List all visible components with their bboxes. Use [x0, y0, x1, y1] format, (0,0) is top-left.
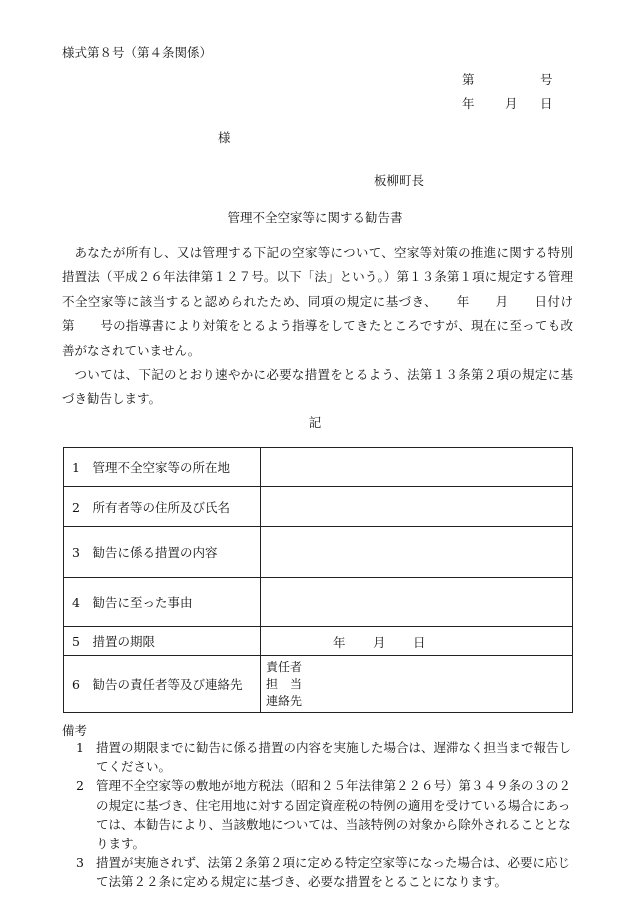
deadline-date [261, 627, 573, 656]
document-body [62, 241, 611, 412]
form-number: 様式第８号（第４条関係） [62, 45, 213, 60]
contact-responsible: 責任者 [266, 659, 303, 674]
item-label: 2 所有者等の住所及び氏名 [64, 487, 261, 527]
deadline-day: 日 [413, 635, 426, 650]
issue-date-month: 月 [505, 96, 518, 111]
contact-address: 連絡先 [266, 693, 303, 708]
contact-info [261, 656, 573, 713]
table-row [64, 656, 573, 713]
recommendation-items-table [63, 447, 573, 713]
notes-title: 備考 [62, 723, 88, 738]
item-label: 1 管理不全空家等の所在地 [64, 448, 261, 487]
table-row [64, 527, 573, 578]
note-item [62, 776, 573, 853]
item-label-text: 6 勧告の責任者等及び連絡先 [72, 676, 243, 692]
item-value [261, 578, 573, 627]
item-value [261, 487, 573, 527]
body-paragraph-2: ついては、下記のとおり速やかに必要な措置をとるよう、法第１３条第２項の規定に基づき勧告します。 [62, 367, 573, 407]
body-paragraph-1: あなたが所有し、又は管理する下記の空家等について、空家等対策の推進に関する特別措置法（平成２６年法律第１２７号。以下「法」という。）第１３条第１項に規定する管理不全空家等に該当すると認められたため、同項の規定に基づき、 年 月 日付け 第 号の指導書により対策をとるよう指導をしてきたところですが、現在に至っても改善がなされていません。 [62, 245, 611, 358]
note-number: 3 [76, 855, 84, 871]
table-row [64, 448, 573, 487]
item-label: 5 措置の期限 [64, 627, 261, 656]
document-title: 管理不全空家等に関する勧告書 [227, 210, 403, 225]
note-number: 2 [76, 778, 84, 794]
note-item [62, 738, 573, 776]
table-row [64, 627, 573, 656]
issuer-name: 板柳町長 [374, 173, 425, 188]
note-text: 措置が実施されず、法第２条第２項に定める特定空家等になった場合は、必要に応じて法第２２条に定める規定に基づき、必要な措置をとることになります。 [96, 855, 571, 890]
issue-date-day: 日 [540, 96, 553, 111]
note-text: 管理不全空家等の敷地が地方税法（昭和２５年法律第２２６号）第３４９条の３の２の規定に基づき、住宅用地に対する固定資産税の特例の適用を受けている場合にあっては、本勧告により、当該敷地については、当該特例の対象から除外されることとなります。 [96, 778, 572, 852]
item-value [261, 448, 573, 487]
table-row [64, 487, 573, 527]
note-item [62, 853, 573, 891]
note-number: 1 [76, 740, 84, 755]
deadline-month: 月 [373, 635, 386, 650]
ki-heading: 記 [308, 415, 322, 430]
document-number-suffix: 号 [540, 72, 553, 87]
contact-staff: 担 当 [266, 676, 303, 691]
item-value [261, 527, 573, 578]
item-label: 3 勧告に係る措置の内容 [64, 527, 261, 578]
notes-list [62, 738, 573, 892]
item-label: 4 勧告に至った事由 [64, 578, 261, 627]
recipient-honorific: 様 [218, 130, 231, 145]
document-number-label: 第 [462, 72, 475, 87]
issue-date-year: 年 [462, 96, 475, 111]
item-label [64, 656, 261, 713]
note-text: 措置の期限までに勧告に係る措置の内容を実施した場合は、遅滞なく担当まで報告してください。 [96, 740, 572, 775]
table-row [64, 578, 573, 627]
deadline-year: 年 [333, 635, 346, 650]
